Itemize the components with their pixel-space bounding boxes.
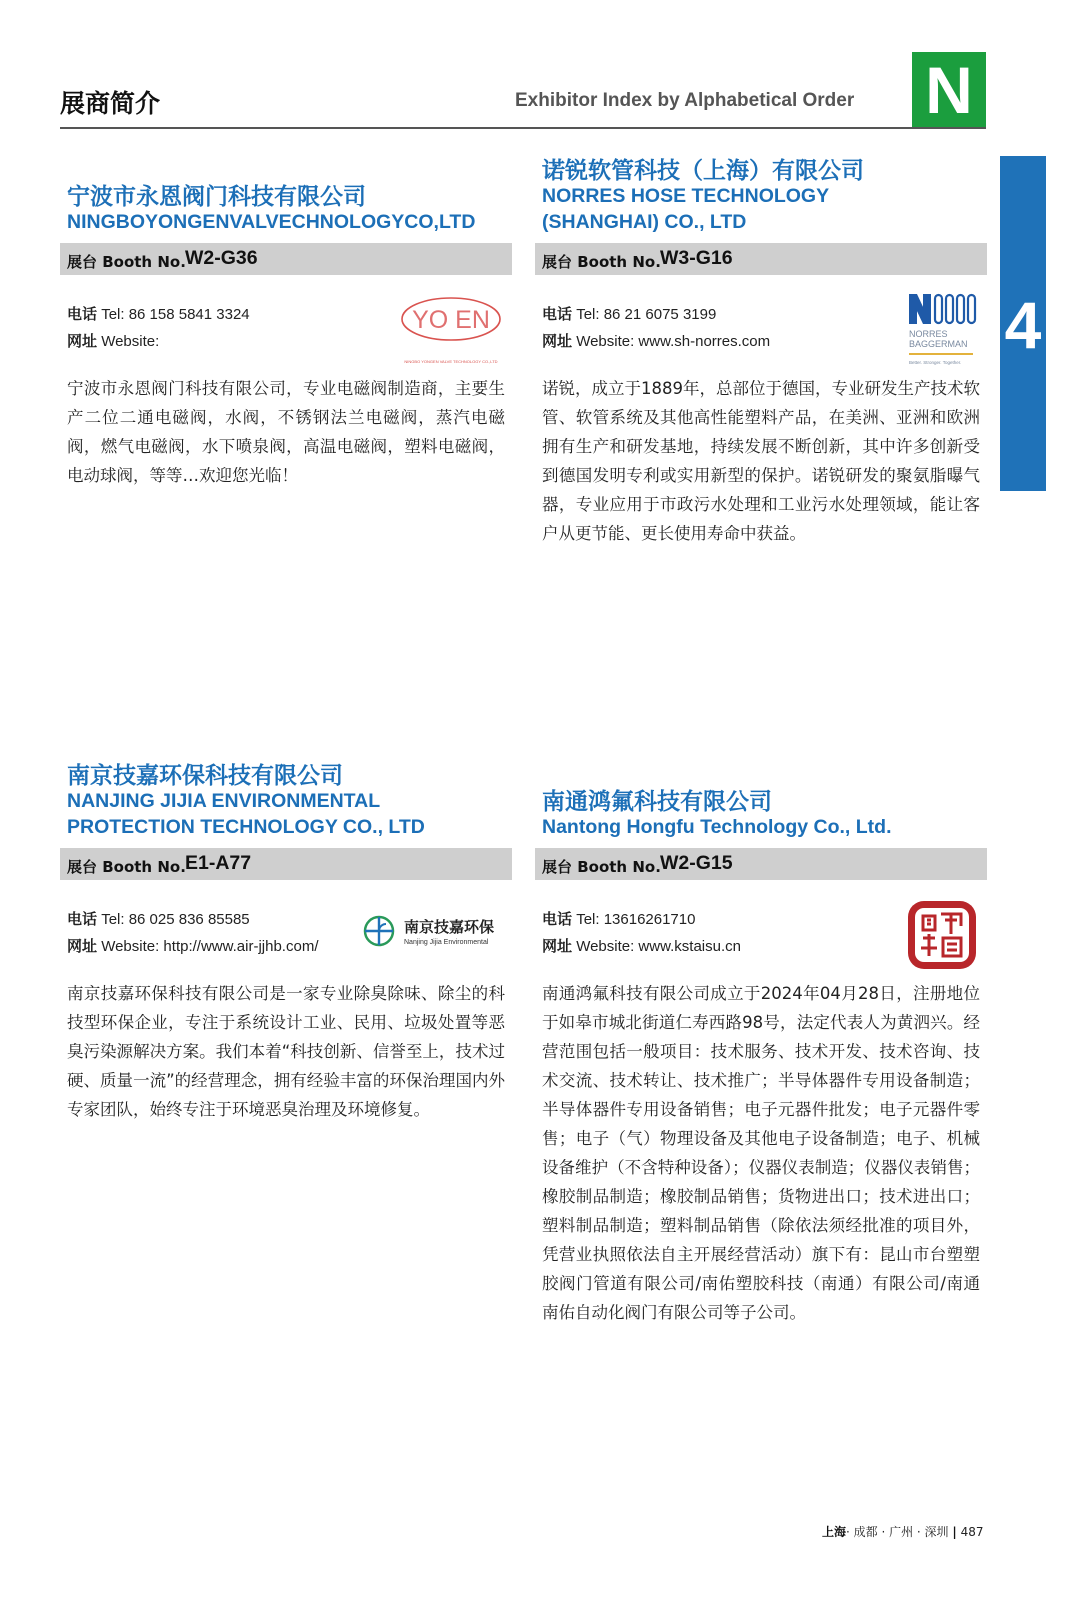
booth-bar [535, 243, 987, 275]
company-name-cn: 宁波市永恩阀门科技有限公司 [67, 184, 366, 210]
company-description: 南京技嘉环保科技有限公司是一家专业除臭除味、除尘的科技型环保企业，专注于系统设计工业、民用、垃圾处置等恶臭污染源解决方案。我们本着“科技创新、信誉至上，技术过硬、质量一流”的经营理念，拥有经验丰富的环保治理国内外专家团队，始终专注于环境恶臭治理及环境修复。 [67, 984, 505, 1119]
page-title: 展商简介 [60, 89, 161, 118]
booth-label: 展台 Booth No. [67, 858, 186, 876]
website-value: Website: www.sh-norres.com [576, 333, 771, 350]
tel-label: 电话 [542, 305, 573, 323]
company-logo [907, 290, 977, 368]
booth-bar [60, 243, 512, 275]
tel-value: Tel: 86 21 6075 3199 [576, 306, 717, 323]
web-label: 网址 [542, 332, 573, 350]
tel-label: 电话 [67, 910, 98, 928]
contact-info [542, 301, 770, 355]
web-label: 网址 [542, 937, 573, 955]
booth-bar [535, 848, 987, 880]
contact-info [67, 906, 318, 960]
exhibitor-card [535, 152, 987, 552]
booth-number: E1-A77 [185, 852, 252, 874]
web-label: 网址 [67, 937, 98, 955]
logo-text: YO EN [412, 306, 490, 334]
company-description: 诺锐，成立于1889年，总部位于德国，专业研发生产技术软管、软管系统及其他高性能塑料产品，在美洲、亚洲和欧洲拥有生产和研发基地，持续发展不断创新，其中许多创新受到德国发明专利或实用新型的保护。诺锐研发的聚氨脂曝气器，专业应用于市政污水处理和工业污水处理领域，能让客户从更节能、更长使用寿命中获益。 [542, 379, 980, 543]
chapter-number: 4 [1004, 288, 1042, 362]
company-name-en: Nantong Hongfu Technology Co., Ltd. [542, 816, 892, 838]
booth-label: 展台 Booth No. [542, 253, 661, 271]
company-logo [362, 913, 508, 951]
logo-caption: BAGGERMAN [909, 339, 968, 349]
company-logo [395, 293, 507, 369]
exhibitor-card [535, 783, 987, 1383]
exhibitor-card [60, 757, 512, 1157]
page-subtitle: Exhibitor Index by Alphabetical Order [515, 90, 855, 111]
chapter-side-tab [1000, 156, 1046, 491]
exhibitor-card [60, 178, 512, 498]
tel-value: Tel: 86 025 836 85585 [101, 911, 250, 928]
logo-text: 南京技嘉环保 [404, 918, 495, 936]
company-name-en-line2: (SHANGHAI) CO., LTD [542, 211, 747, 233]
booth-number: W2-G15 [660, 852, 733, 874]
page-number: 487 [960, 1525, 984, 1539]
company-description: 宁波市永恩阀门科技有限公司，专业电磁阀制造商，主要生产二位二通电磁阀，水阀，不锈钢法兰电磁阀，蒸汽电磁阀，燃气电磁阀，水下喷泉阀，高温电磁阀，塑料电磁阀，电动球阀，等等…欢迎您光临！ [67, 379, 505, 485]
company-name-en: NANJING JIJIA ENVIRONMENTAL [67, 790, 381, 812]
website-value: Website: [101, 333, 160, 350]
booth-number: W2-G36 [185, 247, 258, 269]
tel-label: 电话 [542, 910, 573, 928]
logo-caption: Nanjing Jijia Environmental [404, 939, 489, 946]
logo-tagline: Better. Stronger. Together. [909, 360, 962, 365]
company-name-cn: 南京技嘉环保科技有限公司 [67, 763, 343, 789]
footer-cities: · 成都 · 广州 · 深圳 [846, 1525, 949, 1539]
seal-logo [905, 898, 979, 972]
company-name-cn: 诺锐软管科技（上海）有限公司 [542, 158, 864, 184]
booth-bar [60, 848, 512, 880]
page-footer [822, 1523, 984, 1540]
tel-label: 电话 [67, 305, 98, 323]
contact-info [67, 301, 250, 355]
company-name-cn: 南通鸿氟科技有限公司 [542, 789, 772, 815]
tel-value: Tel: 13616261710 [576, 911, 696, 928]
alphabet-letter-badge: N [912, 52, 986, 127]
company-name-en: NINGBOYONGENVALVECHNOLOGYCO,LTD [67, 211, 476, 233]
website-value: Website: www.kstaisu.cn [576, 938, 741, 955]
website-value: Website: http://www.air-jjhb.com/ [101, 938, 319, 955]
logo-text: NORRES [909, 329, 948, 339]
company-name-en: NORRES HOSE TECHNOLOGY [542, 185, 830, 207]
company-description: 南通鸿氟科技有限公司成立于2024年04月28日，注册地位于如皋市城北街道仁寿西路98号，法定代表人为黄泗兴。经营范围包括一般项目：技术服务、技术开发、技术咨询、技术交流、技术转让、技术推广；半导体器件专用设备制造；半导体器件专用设备销售；电子元器件批发；电子元器件零售；电子（气）物理设备及其他电子设备制造；电子、机械设备维护（不含特种设备）；仪器仪表制造；仪器仪表销售；橡胶制品制造；橡胶制品销售；货物进出口；技术进出口；塑料制品制造；塑料制品销售（除依法须经批准的项目外，凭营业执照依法自主开展经营活动）旗下有：昆山市台塑塑胶阀门管道有限公司/南佑塑胶科技（南通）有限公司/南通南佑自动化阀门有限公司等子公司。 [542, 984, 980, 1322]
footer-separator: | [952, 1525, 957, 1539]
contact-info [542, 906, 741, 960]
footer-city-main: 上海 [822, 1525, 847, 1539]
header-divider [60, 127, 986, 129]
tel-value: Tel: 86 158 5841 3324 [101, 306, 250, 323]
booth-label: 展台 Booth No. [542, 858, 661, 876]
company-name-en-line2: PROTECTION TECHNOLOGY CO., LTD [67, 816, 425, 838]
logo-caption: NINGBO YONGEN VALVE TECHNOLOGY CO.,LTD [404, 359, 498, 364]
booth-label: 展台 Booth No. [67, 253, 186, 271]
booth-number: W3-G16 [660, 247, 733, 269]
web-label: 网址 [67, 332, 98, 350]
